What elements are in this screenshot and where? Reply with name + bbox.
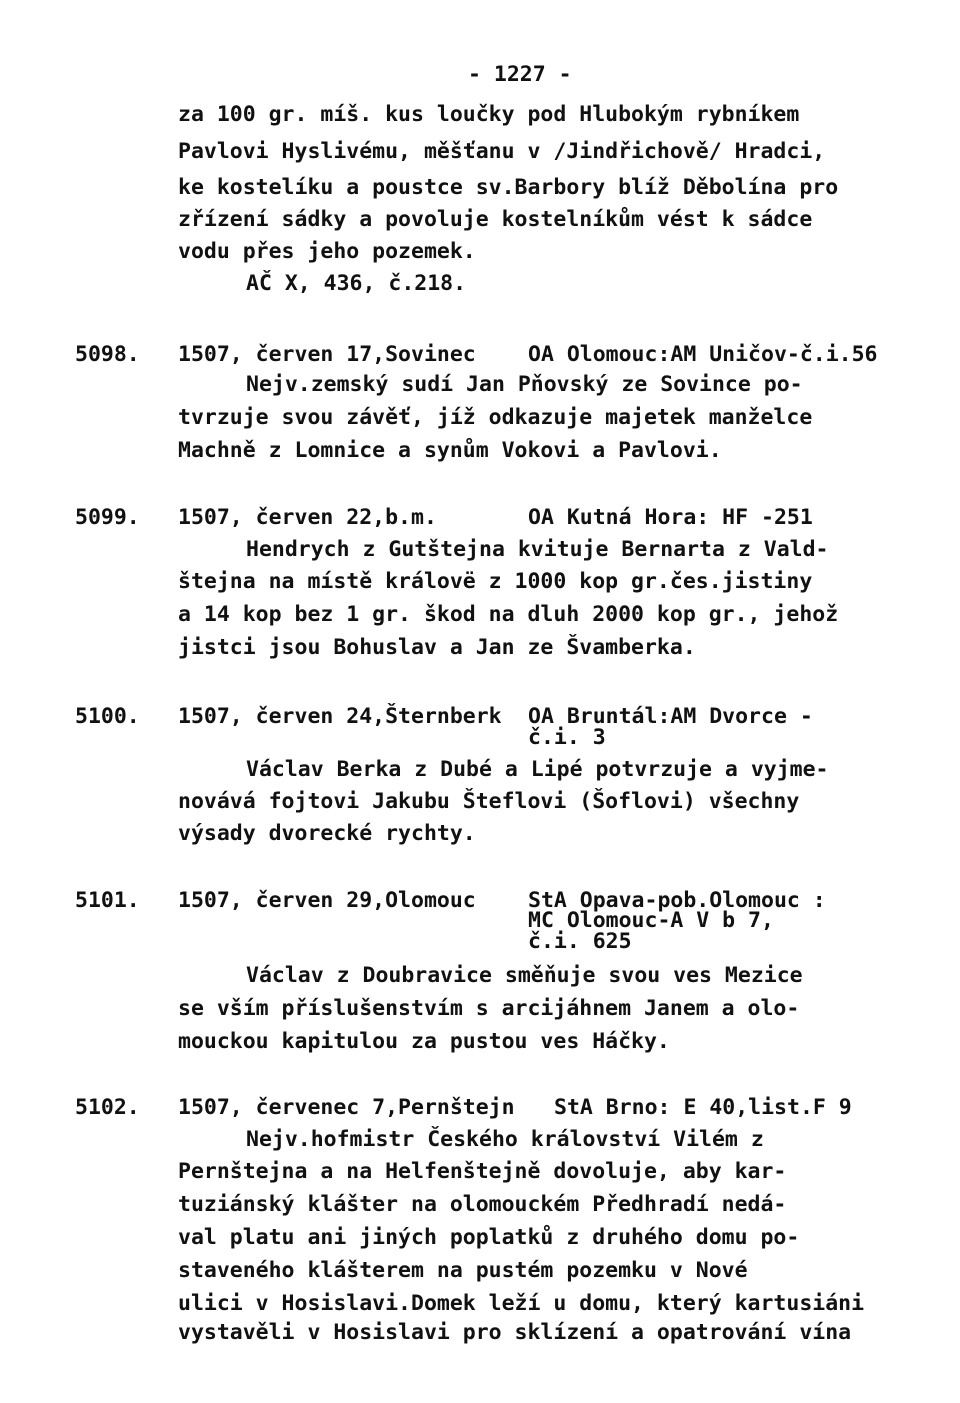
entry-number: 5101.	[75, 888, 140, 913]
entry-number: 5098.	[75, 342, 140, 367]
entry-text-line: se vším příslušenstvím s arcijáhnem Janem a olo-	[178, 996, 800, 1021]
intro-line: ke kostelíku a poustce sv.Barbory blíž Děbolína pro	[178, 175, 839, 200]
entry-date-place: 1507, červenec 7,Pernštejn	[178, 1095, 515, 1120]
entry-text-line: novává fojtovi Jakubu Šteflovi (Šoflovi) všechny	[178, 789, 800, 814]
entry-source: OA Bruntál:AM Dvorce -	[528, 704, 813, 729]
intro-line: vodu přes jeho pozemek.	[178, 239, 476, 264]
entry-source: StA Brno: E 40,list.F 9	[554, 1095, 852, 1120]
page-number: - 1227 -	[468, 62, 572, 87]
entry-source: OA Kutná Hora: HF -251	[528, 505, 813, 530]
entry-text-line: tvrzuje svou závěť, jíž odkazuje majetek manželce	[178, 405, 813, 430]
entry-date-place: 1507, červen 24,Šternberk	[178, 704, 502, 729]
entry-text-line: štejna na místě královë z 1000 kop gr.čes.jistiny	[178, 569, 813, 594]
intro-citation: AČ X, 436, č.218.	[246, 271, 467, 296]
entry-number: 5099.	[75, 505, 140, 530]
entry-source: č.i. 625	[528, 929, 632, 954]
entry-text-line: Václav z Doubravice směňuje svou ves Mezice	[246, 963, 803, 988]
entry-text-line: Pernštejna a na Helfenštejně dovoluje, aby kar-	[178, 1159, 787, 1184]
entry-text-line: jistci jsou Bohuslav a Jan ze Švamberka.	[178, 635, 696, 660]
entry-date-place: 1507, červen 29,Olomouc	[178, 888, 476, 913]
entry-source: OA Olomouc:AM Uničov-č.i.56	[528, 342, 878, 367]
entry-text-line: Nejv.hofmistr Českého království Vilém z	[246, 1127, 764, 1152]
entry-date-place: 1507, červen 22,b.m.	[178, 505, 437, 530]
entry-source: StA Opava-pob.Olomouc :	[528, 888, 826, 913]
entry-text-line: tuziánský klášter na olomouckém Předhradí nedá-	[178, 1192, 787, 1217]
entry-text-line: ulici v Hosislavi.Domek leží u domu, který kartusiáni	[178, 1291, 865, 1316]
intro-line: Pavlovi Hyslivému, měšťanu v /Jindřichově/ Hradci,	[178, 139, 826, 164]
entry-number: 5102.	[75, 1095, 140, 1120]
entry-text-line: staveného klášterem na pustém pozemku v Nové	[178, 1258, 748, 1283]
intro-line: za 100 gr. míš. kus loučky pod Hlubokým rybníkem	[178, 102, 800, 127]
entry-text-line: výsady dvorecké rychty.	[178, 821, 476, 846]
entry-source: MC Olomouc-A V b 7,	[528, 908, 774, 933]
entry-source: č.i. 3	[528, 725, 606, 750]
entry-date-place: 1507, červen 17,Sovinec	[178, 342, 476, 367]
intro-line: zřízení sádky a povoluje kostelníkům vést k sádce	[178, 207, 813, 232]
entry-text-line: val platu ani jiných poplatků z druhého domu po-	[178, 1225, 800, 1250]
entry-text-line: Hendrych z Gutštejna kvituje Bernarta z Vald-	[246, 537, 829, 562]
entry-text-line: Nejv.zemský sudí Jan Pňovský ze Sovince po-	[246, 372, 803, 397]
entry-text-line: vystavěli v Hosislavi pro sklízení a opatrování vína	[178, 1320, 852, 1345]
entry-text-line: Václav Berka z Dubé a Lipé potvrzuje a vyjme-	[246, 757, 829, 782]
entry-text-line: mouckou kapitulou za pustou ves Háčky.	[178, 1029, 670, 1054]
entry-text-line: Machně z Lomnice a synům Vokovi a Pavlovi.	[178, 438, 722, 463]
entry-number: 5100.	[75, 704, 140, 729]
entry-text-line: a 14 kop bez 1 gr. škod na dluh 2000 kop gr., jehož	[178, 602, 839, 627]
